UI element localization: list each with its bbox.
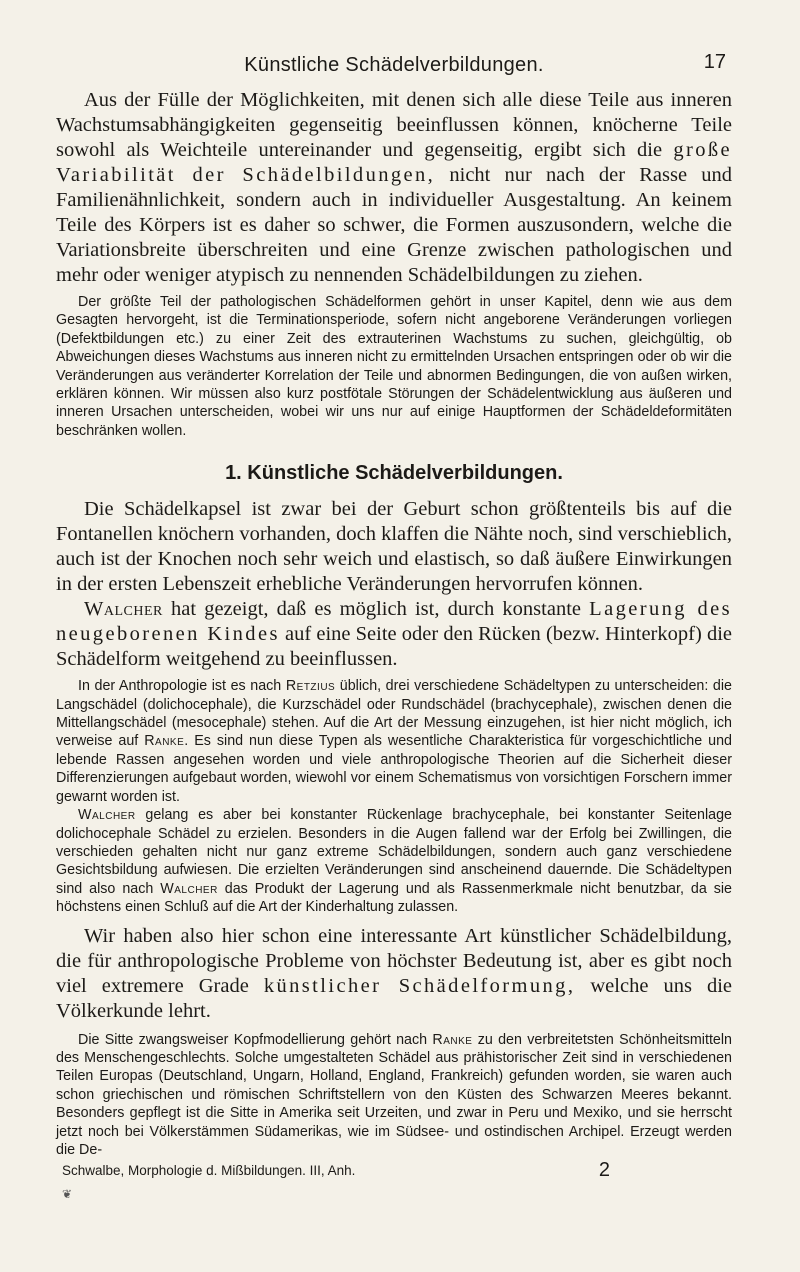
note-walcher: Walcher gelang es aber bei konstanter Rückenlage brachycephale, bei konstanter Seitenlage dolichocephale Schädel zu erzielen. Besonders in die Augen fallend war der Erfolg bei Zwillingen, die verschieden gehalten nicht nur ganz extreme Schädelbildungen, sondern auch ganz verschiedene Gesichtsbildung aufwiesen. Die erzielten Veränderungen sind anscheinend dauernde. Die Schädeltypen sind also nach Walcher das Produkt der Lagerung und als Rassenmerkmale nicht benutzbar, da sie höchstens einen Schluß auf die Art der Kinderhaltung zulassen.: [56, 807, 732, 916]
emphasis-lagerung: Lagerung des neugeborenen Kindes: [56, 598, 732, 646]
emphasis-schaedelformung: künstlicher Schädelformung,: [263, 974, 576, 997]
running-title: Künstliche Schädelverbildungen.: [244, 54, 544, 76]
section-heading: 1. Künstliche Schädelverbildungen.: [225, 462, 563, 485]
section-paragraph-2: Walcher hat gezeigt, daß es möglich ist, durch konstante Lagerung des neugeborenen Kindes auf eine Seite oder den Rücken (bezw. Hinterkopf) die Schädelform weitgehend zu beeinflussen.: [56, 598, 732, 671]
intro-emphasis: große Variabilität der Schädelbildungen,: [56, 139, 732, 186]
page-header: [56, 51, 732, 88]
page-number: 17: [703, 51, 726, 73]
intro-text-2: nicht nur nach der Rasse und Familienähnlichkeit, sondern auch in individueller Ausgestaltung. An keinem Teile des Körpers ist es daher so schwer, die Formen auszusondern, welche die Variationsbreite überschreiten und eine Grenze zwischen pathologischen und mehr oder weniger atypisch zu nennenden Schädelbildungen zu ziehen.: [56, 164, 732, 286]
footer-imprint: Schwalbe, Morphologie d. Mißbildungen. III, Anh.: [62, 1163, 356, 1179]
author-retzius: Retzius: [285, 678, 336, 695]
signature-mark: 2: [598, 1159, 610, 1182]
note-ranke: Die Sitte zwangsweiser Kopfmodellierung gehört nach Ranke zu den verbreitetsten Schönheitsmitteln des Menschengeschlechts. Solche umgestalteten Schädel aus prähistorischer Zeit sind in verschiedenen Teilen Europas (Deutschland, Ungarn, Holland, England, Frankreich) gefunden worden, sie waren auch schon griechischen und römischen Schriftstellern von den Küsten des Schwarzen Meeres bekannt. Besonders gepflegt ist die Sitte in Amerika seit Urzeiten, und zwar in Peru und Mexiko, und sie herrscht jetzt noch bei Völkerstämmen Südamerikas, wie im Südsee- und ostindischen Archipel. Erzeugt werden die De-: [56, 1031, 732, 1158]
page-footer: [56, 1159, 732, 1202]
intro-text-1: Aus der Fülle der Möglichkeiten, mit denen sich alle diese Teile aus inneren Wachstumsabhängigkeiten gegenseitig beeinflussen können, knöcherne Teile sowohl als Weichteile untereinander und gegenseitig, ergibt sich die: [56, 89, 732, 161]
author-walcher: Walcher: [78, 807, 136, 824]
note-retzius: In der Anthropologie ist es nach Retzius üblich, drei verschiedene Schädeltypen zu unterscheiden: die Langschädel (dolichocephale), die Kurzschädel oder Rundschädel (brachycephale), zwischen denen die Mittellangschädel (mesocephale) stehen. Auf die Art der Messung einzugehen, ist hier nicht möglich, ich verweise auf Ranke. Es sind nun diese Typen als wesentliche Charakteristica für vorgeschichtliche und lebende Rassen angesehen worden und viele anthropologische Theorien auf die Sicherheit dieser Differenzierungen aufgebaut worden, wiewohl vor einem Schematismus von vorsichtigen Forschern immer gewarnt worden ist.: [56, 678, 732, 805]
author-walcher: Walcher: [84, 598, 163, 621]
intro-paragraph: [56, 88, 732, 288]
book-page: [56, 51, 732, 1202]
intro-note: Der größte Teil der pathologischen Schädelformen gehört in unser Kapitel, denn wie aus dem Gesagten hervorgeht, ist die Terminationsperiode, sofern nicht angeborene Veränderungen vorliegen (Defektbildungen etc.) zu einer Zeit des extrauterinen Wachstums zu suchen, gleichgültig, ob Abweichungen dieses Wachstums aus inneren nicht zu ermittelnden Ursachen entspringen oder ob wir die Veränderungen aus veränderter Korrelation der Teile und abnormen Bedingungen, die von außen wirken, erklären können. Wir müssen also kurz postfötale Störungen der Schädelentwicklung aus äußeren und inneren Ursachen unterscheiden, wobei wir uns nur auf einige Hauptformen der Schädeldeformitäten beschränken wollen.: [56, 294, 732, 439]
author-ranke: Ranke: [144, 733, 185, 750]
author-walcher: Walcher: [160, 880, 218, 897]
ornament-icon: ❦: [62, 1187, 73, 1202]
section-paragraph-3: Wir haben also hier schon eine interessante Art künstlicher Schädelbildung, die für anthropologische Probleme von höchster Bedeutung ist, aber es gibt noch viel extremere Grade künstlicher Schädelformung, welche uns die Völkerkunde lehrt.: [56, 924, 732, 1022]
section-paragraph-1: Die Schädelkapsel ist zwar bei der Geburt schon größtenteils bis auf die Fontanellen knöchern vorhanden, doch klaffen die Nähte noch, sind verschieblich, auch ist der Knochen noch sehr weich und elastisch, so daß äußere Einwirkungen in der ersten Lebenszeit erhebliche Veränderungen hervorrufen können.: [56, 498, 732, 596]
author-ranke: Ranke: [432, 1031, 473, 1048]
